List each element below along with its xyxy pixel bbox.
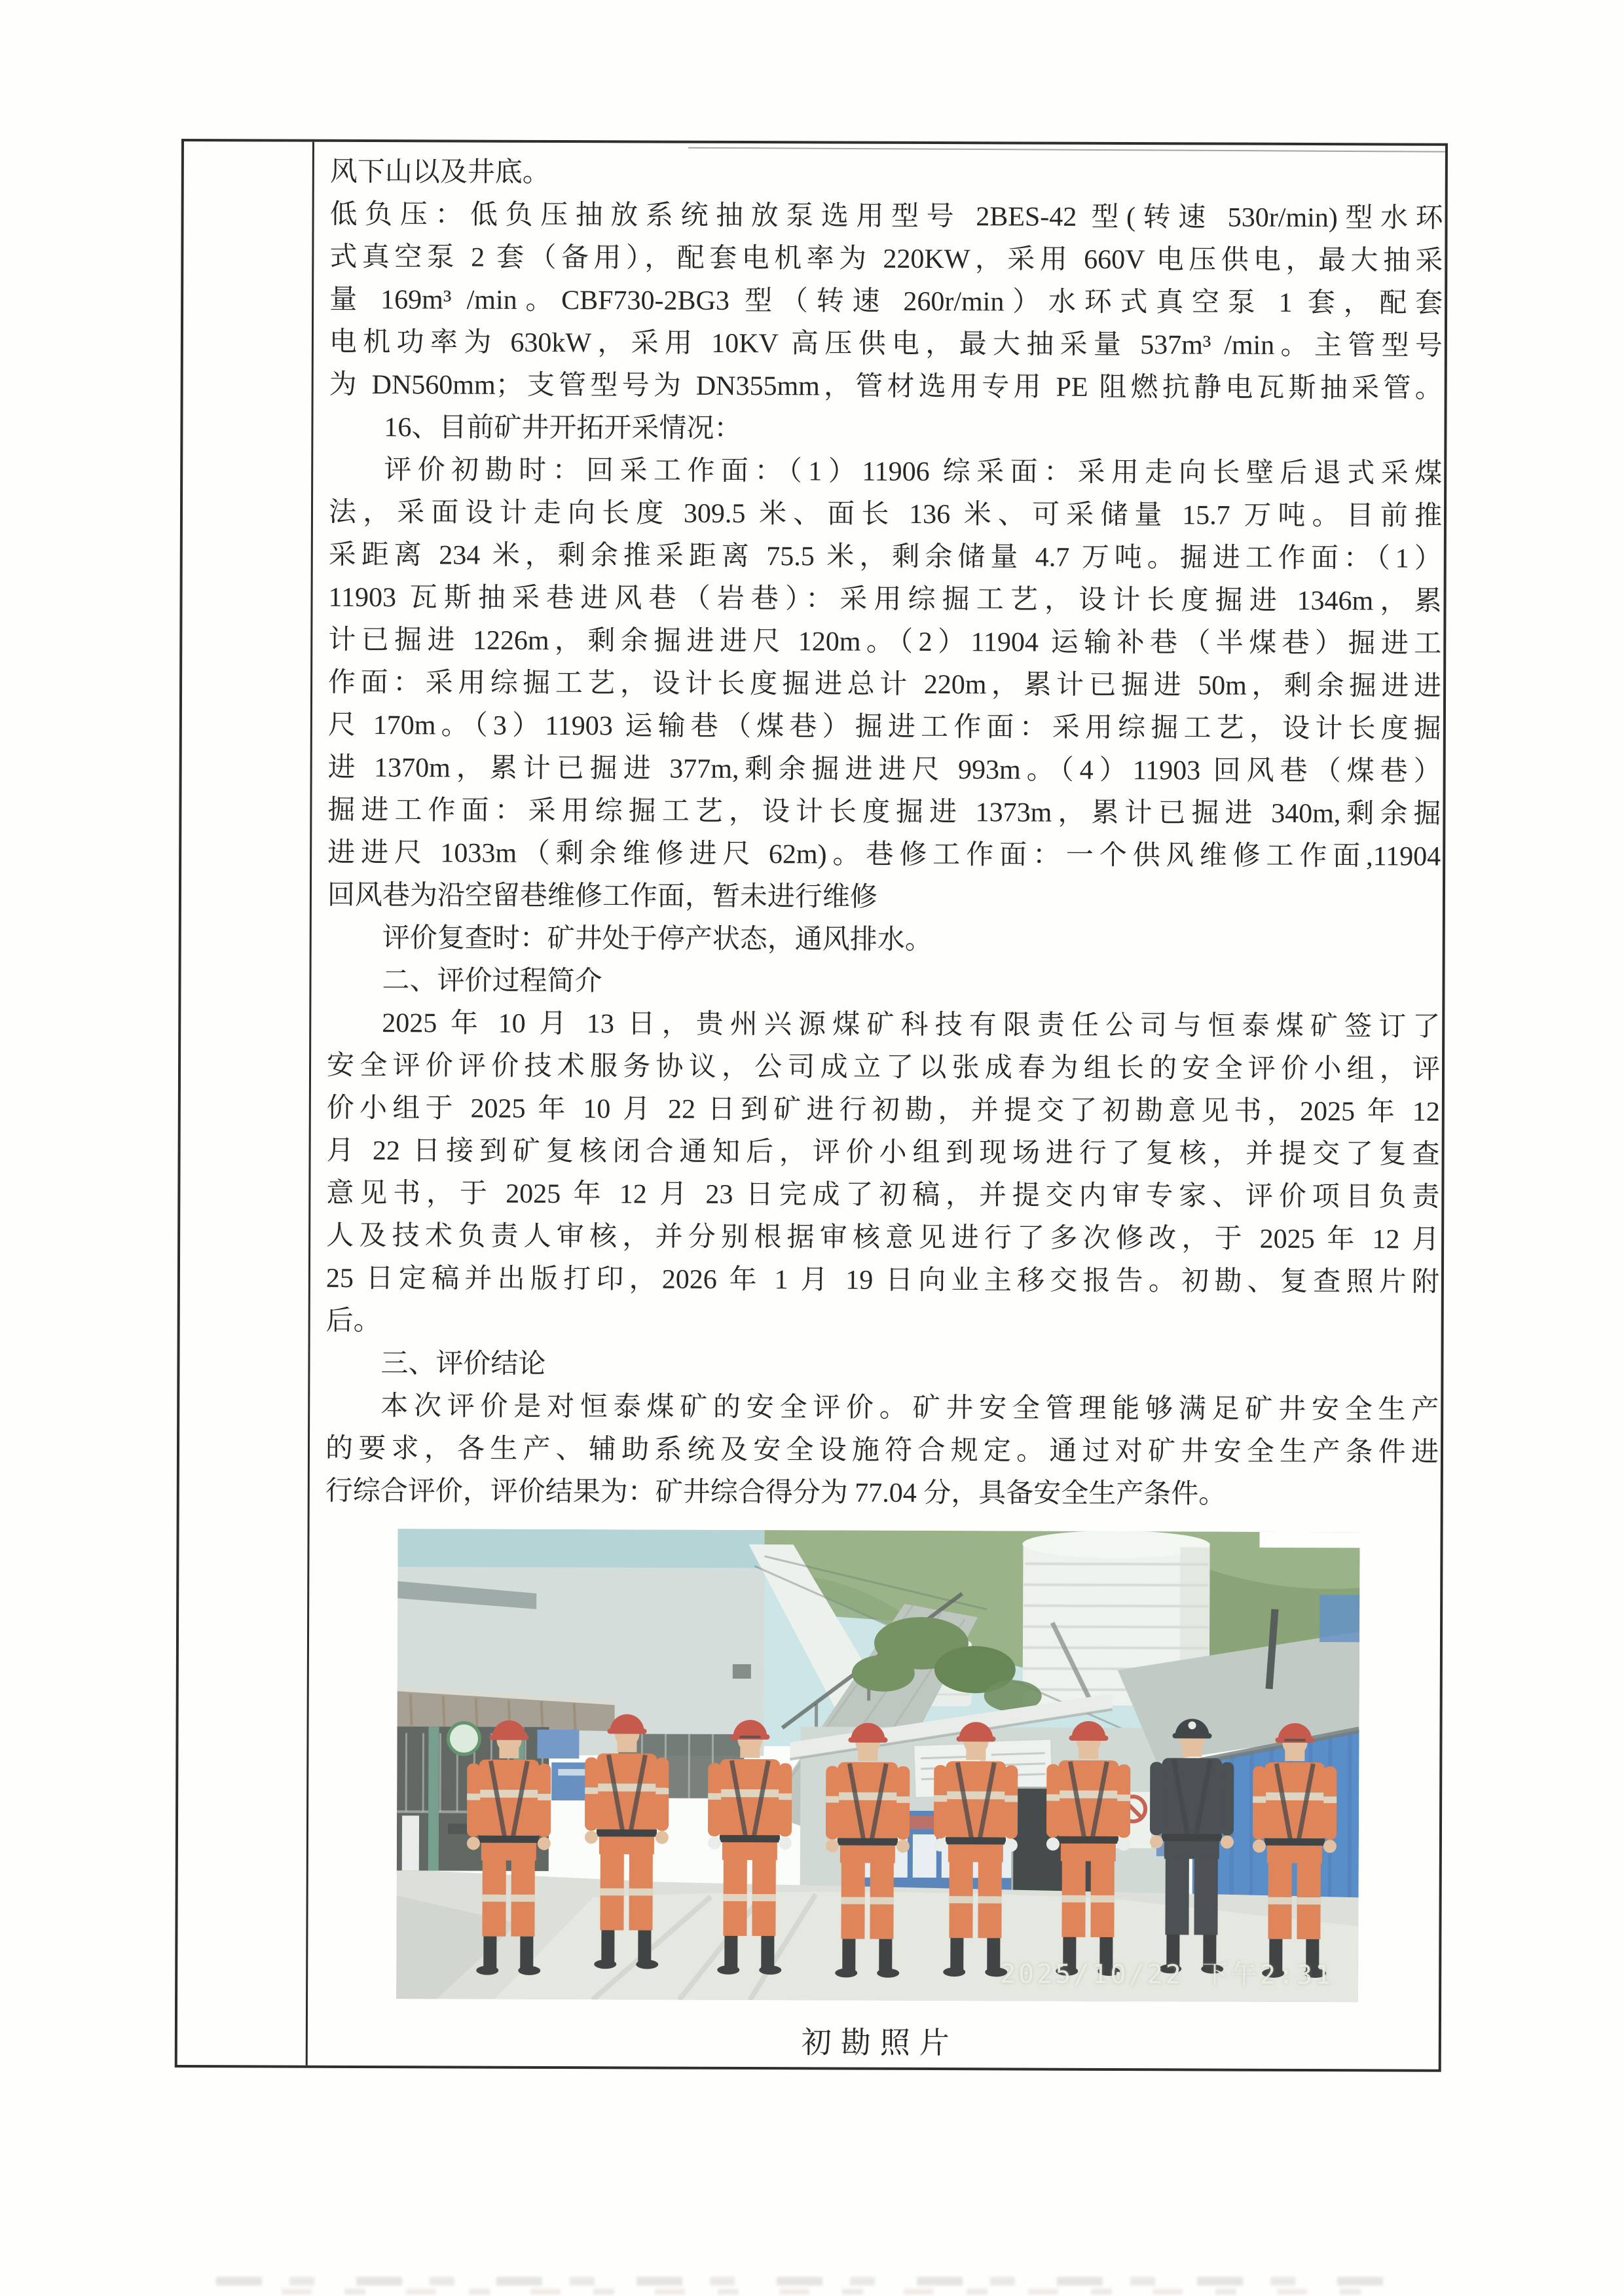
site-photo [396,1529,1359,2002]
text-line: 风下山以及井底。 [329,156,550,188]
text-line: 的要求，各生产、辅助系统及安全设施符合规定。通过对矿井安全生产条件进 [325,1433,1439,1468]
scan-bleed-noise [216,2277,1395,2286]
text-line: 安全评价评价技术服务协议，公司成立了以张成春为组长的安全评价小组，评 [326,1050,1441,1085]
text-line: 掘进工作面：采用综掘工艺，设计长度掘进 1373m，累计已掘进 340m,剩余掘 [327,795,1441,829]
text-line: 2025 年 10 月 13 日，贵州兴源煤矿科技有限责任公司与恒泰煤矿签订了 [382,1008,1441,1042]
text-line: 评价初勘时：回采工作面：（1）11906 综采面：采用走向长壁后退式采煤 [384,455,1443,489]
text-line: 量 169m³ /min。CBF730-2BG3 型（转速 260r/min）水环式真空泵 1 套，配套 [329,284,1443,319]
text-line: 25 日定稿并出版打印，2026 年 1 月 19 日向业主移交报告。初勘、复查照片附 [325,1263,1439,1298]
text-line: 后。 [325,1305,381,1337]
mine-group-photo [396,1529,1359,2002]
text-line: 11903 瓦斯抽采巷进风巷（岩巷）：采用综掘工艺，设计长度掘进 1346m，累 [328,582,1442,617]
report-table-cell [175,139,1448,2072]
text-line: 式真空泵 2 套（备用），配套电机率为 220KW，采用 660V 电压供电，最大抽采 [329,242,1443,276]
text-line: 月 22 日接到矿复核闭合通知后，评价小组到现场进行了复核，并提交了复查 [326,1135,1440,1170]
text-line: 意见书，于 2025 年 12 月 23 日完成了初稿，并提交内审专家、评价项目负责 [326,1178,1440,1212]
scan-border-artifact [688,147,1445,153]
text-line: 为 DN560mm；支管型号为 DN355mm，管材选用专用 PE 阻燃抗静电瓦斯抽采管。 [329,369,1443,404]
photo-timestamp: 2025/10/22 下午2:31 [999,1959,1334,1991]
text-line: 行综合评价，评价结果为：矿井综合得分为 77.04 分，具备安全生产条件。 [325,1476,1227,1510]
text-line: 法，采面设计走向长度 309.5 米、面长 136 米、可采储量 15.7 万吨。目前推 [328,497,1443,532]
report-text-column [325,151,1443,1517]
text-line: 二、评价过程简介 [382,966,602,997]
text-line: 进 1370m，累计已掘进 377m,剩余掘进进尺 993m。（4）11903 回风巷（煤巷） [327,752,1441,787]
text-line: 16、目前矿井开拓开采情况： [384,412,742,444]
text-line: 进进尺 1033m（剩余维修进尺 62m)。巷修工作面：一个供风维修工作面,11904 [327,837,1441,872]
text-line: 电机功率为 630kW，采用 10KV 高压供电，最大抽采量 537m³ /min。主管型号 [329,327,1443,361]
text-line: 三、评价结论 [380,1349,546,1379]
text-line: 人及技术负责人审核，并分别根据审核意见进行了多次修改，于 2025 年 12 月 [326,1220,1440,1255]
table-column-divider [306,142,314,2066]
text-line: 本次评价是对恒泰煤矿的安全评价。矿井安全管理能够满足矿井安全生产 [380,1391,1439,1425]
text-line: 作面：采用综掘工艺，设计长度掘进总计 220m，累计已掘进 50m，剩余掘进进 [328,667,1442,702]
scan-bleed-noise [282,2289,1395,2295]
text-line: 计已掘进 1226m，剩余掘进进尺 120m。（2）11904 运输补巷（半煤巷）掘进工 [328,625,1442,659]
photo-corner-notch [1259,1532,1359,1548]
text-line: 低负压：低负压抽放系统抽放泵选用型号 2BES-42 型(转速 530r/min)型水环 [329,199,1443,234]
text-line: 回风巷为沿空留巷维修工作面，暂未进行维修 [327,880,878,913]
text-line: 价小组于 2025 年 10 月 22 日到矿进行初勘，并提交了初勘意见书，2025 年 12 [326,1093,1440,1127]
text-line: 采距离 234 米，剩余推采距离 75.5 米，剩余储量 4.7 万吨。掘进工作面：（1） [328,539,1442,574]
text-line: 评价复查时：矿井处于停产状态，通风排水。 [382,923,932,956]
text-line: 尺 170m。（3）11903 运输巷（煤巷）掘进工作面：采用综掘工艺，设计长度掘 [327,710,1441,744]
photo-caption: 初勘照片 [801,2026,959,2060]
